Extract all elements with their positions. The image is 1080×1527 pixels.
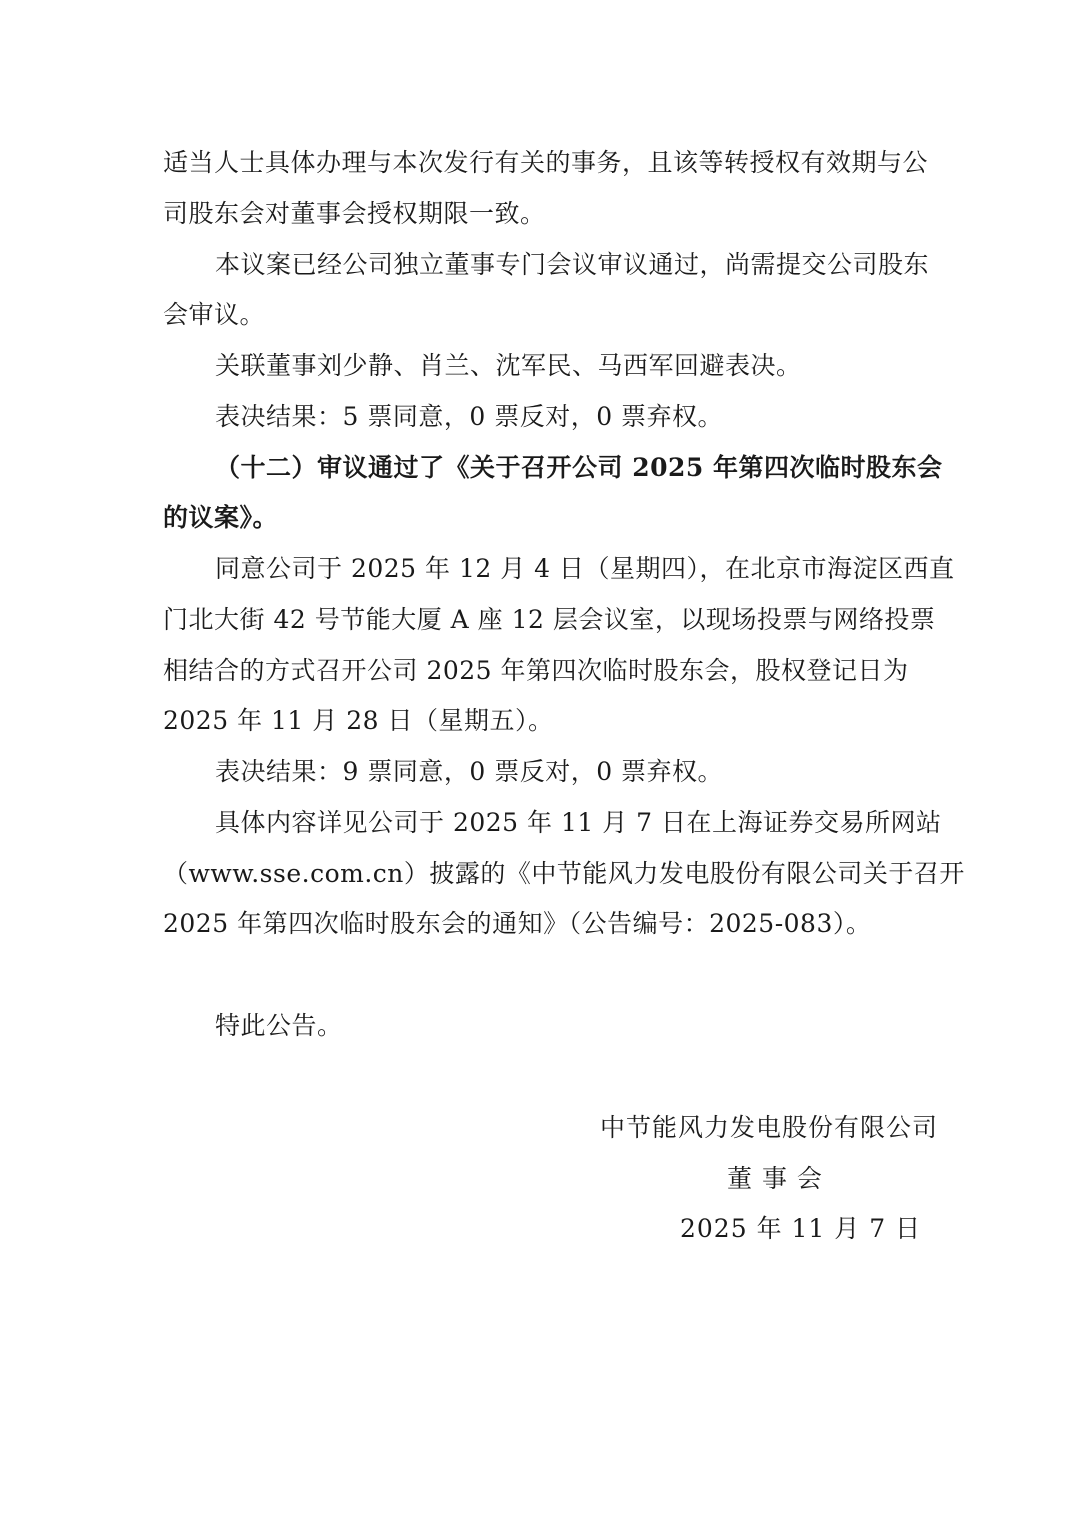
signature-board: 董 事 会 <box>727 1164 823 1193</box>
heading-12-line2: 的议案》。 <box>163 503 279 532</box>
para5-line1: 同意公司于 2025 年 12 月 4 日（星期四），在北京市海淀区西直 <box>215 554 955 583</box>
closing-text: 特此公告。 <box>215 1011 343 1040</box>
para7-line3: 2025 年第四次临时股东会的通知》（公告编号：2025-083）。 <box>163 909 872 938</box>
vote-result-1: 表决结果：5 票同意，0 票反对，0 票弃权。 <box>215 402 724 431</box>
heading-12-line1: （十二）审议通过了《关于召开公司 2025 年第四次临时股东会 <box>215 453 943 482</box>
para2-line1: 本议案已经公司独立董事专门会议审议通过，尚需提交公司股东 <box>215 250 930 279</box>
para2-line2: 会审议。 <box>163 300 266 329</box>
para3-line: 关联董事刘少静、肖兰、沈军民、马西军回避表决。 <box>215 351 802 380</box>
signature-date: 2025 年 11 月 7 日 <box>680 1214 922 1243</box>
para1-line2: 司股东会对董事会授权期限一致。 <box>163 199 546 228</box>
signature-company: 中节能风力发电股份有限公司 <box>600 1113 939 1142</box>
para5-line2: 门北大街 42 号节能大厦 A 座 12 层会议室，以现场投票与网络投票 <box>163 605 936 634</box>
para7-line1: 具体内容详见公司于 2025 年 11 月 7 日在上海证券交易所网站 <box>215 808 942 837</box>
para7-line2: （www.sse.com.cn）披露的《中节能风力发电股份有限公司关于召开 <box>163 859 965 888</box>
para5-line3: 相结合的方式召开公司 2025 年第四次临时股东会，股权登记日为 <box>163 656 909 685</box>
para1-line1: 适当人士具体办理与本次发行有关的事务，且该等转授权有效期与公 <box>163 148 929 177</box>
para5-line4: 2025 年 11 月 28 日（星期五）。 <box>163 706 554 735</box>
vote-result-2: 表决结果：9 票同意，0 票反对，0 票弃权。 <box>215 757 724 786</box>
